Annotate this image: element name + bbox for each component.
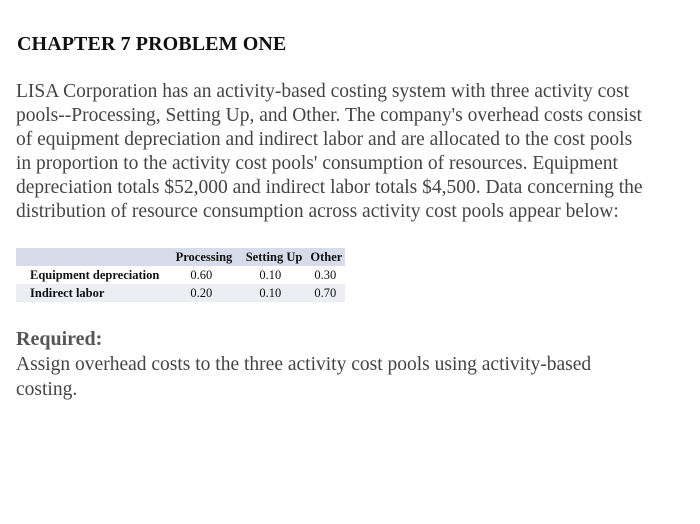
cell-other: 0.30 <box>314 267 337 282</box>
problem-line: LISA Corporation has an activity-based costing system with three activity cost <box>16 81 630 102</box>
cell-processing: 0.60 <box>190 267 213 282</box>
cell-processing: 0.20 <box>167 284 235 302</box>
row-label: Equipment depreciation <box>30 267 160 282</box>
required-line: Assign overhead costs to the three activity cost pools using activity-based <box>16 354 592 375</box>
required-line: costing. <box>16 379 78 400</box>
header-processing: Processing <box>167 248 235 266</box>
problem-line: in proportion to the activity cost pools' consumption of resources. Equipment <box>16 153 618 174</box>
problem-line: distribution of resource consumption across activity cost pools appear below: <box>16 201 619 222</box>
required-heading: Required: <box>16 328 103 350</box>
resource-consumption-table <box>16 248 345 302</box>
problem-statement <box>16 80 686 224</box>
table-row <box>16 266 345 284</box>
cell-other: 0.70 <box>305 284 345 302</box>
row-label: Indirect labor <box>16 284 167 302</box>
required-text <box>16 352 676 402</box>
header-other: Other <box>305 248 345 266</box>
problem-line: pools--Processing, Setting Up, and Other. The company's overhead costs consist <box>16 105 642 126</box>
table-header-row <box>16 248 345 266</box>
header-blank <box>16 248 167 266</box>
document-title: CHAPTER 7 PROBLEM ONE <box>17 33 287 55</box>
cell-setting-up: 0.10 <box>235 284 305 302</box>
problem-line: depreciation totals $52,000 and indirect labor totals $4,500. Data concerning the <box>16 177 643 198</box>
table-row <box>16 284 345 302</box>
header-setting-up: Setting Up <box>235 248 305 266</box>
cell-setting-up: 0.10 <box>259 267 282 282</box>
problem-line: of equipment depreciation and indirect labor and are allocated to the cost pools <box>16 129 633 150</box>
